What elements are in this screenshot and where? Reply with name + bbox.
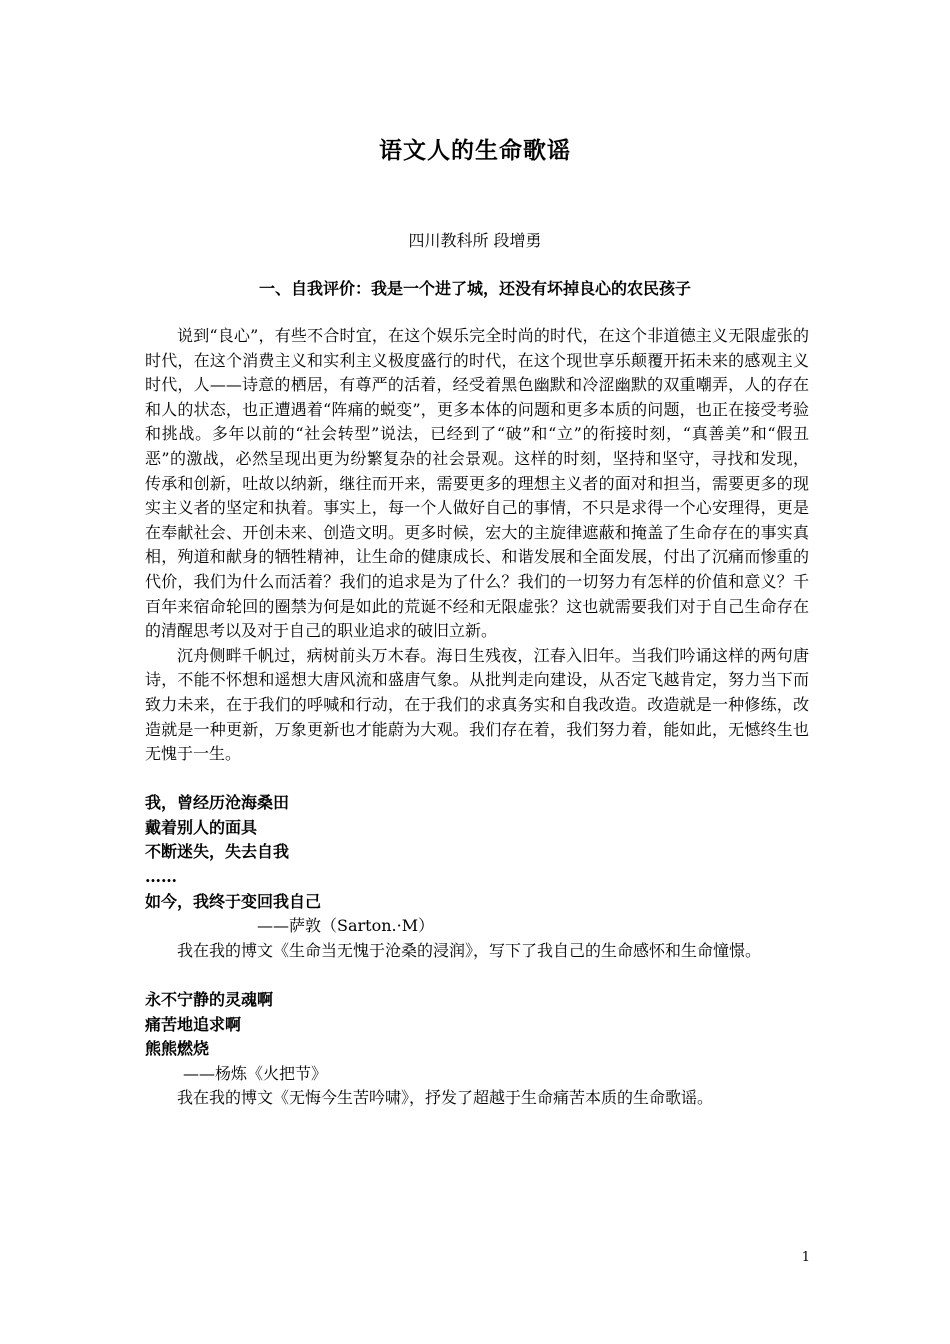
document-title: 语文人的生命歌谣 [379,137,571,164]
paragraph-2: 沉舟侧畔千帆过，病树前头万木春。海日生残夜，江春入旧年。当我们吟诵这样的两句唐诗，不能不怀想和遥想大唐风流和盛唐气象。从批判走向建设，从否定飞越肯定，努力当下而致力未来，在于我们的呼喊和行动，在于我们的求真务实和自我改造。改造就是一种修练，改造就是一种更新，万象更新也才能蔚为大观。我们存在着，我们努力着，能如此，无憾终生也无愧于一生。 [145,645,809,764]
poem-line: …… [145,867,177,887]
poem-line: 不断迷失，失去自我 [145,842,290,862]
document-body [145,324,809,1111]
poem-line: 永不宁静的灵魂啊 [145,990,274,1010]
spacer [145,767,809,792]
section-heading: 一、自我评价：我是一个进了城，还没有坏掉良心的农民孩子 [258,279,691,298]
paragraph-blog-1: 我在我的博文《生命当无愧于沧桑的浸润》，写下了我自己的生命感怀和生命憧憬。 [177,940,762,960]
poem-line: 我，曾经历沧海桑田 [145,793,290,813]
poem-attribution: ——杨炼《火把节》 [183,1063,328,1083]
poem-line: 如今，我终于变回我自己 [145,891,322,911]
poem-line: 痛苦地追求啊 [145,1014,242,1034]
poem-attribution: ——萨敦（Sarton.·M） [257,916,435,936]
poem-quote-2 [145,988,809,1086]
paragraph-1: 说到“良心”，有些不合时宜，在这个娱乐完全时尚的时代，在这个非道德主义无限虚张的时代，在这个消费主义和实利主义极度盛行的时代，在这个现世享乐颠覆开拓未来的感观主义时代，人——诗意的栖居，有尊严的活着，经受着黑色幽默和冷涩幽默的双重嘲弄，人的存在和人的状态，也正遭遇着“阵痛的蜕变”，更多本体的问题和更多本质的问题，也正在接受考验和挑战。多年以前的“社会转型”说法，已经到了“破”和“立”的衔接时刻，“真善美”和“假丑恶”的激战，必然呈现出更为纷繁复杂的社会景观。这样的时刻，坚持和坚守，寻找和发现，传承和创新，吐故以纳新，继往而开来，需要更多的理想主义者的面对和担当，需要更多的现实主义者的坚定和执着。事实上，每一个人做好自己的事情，不只是求得一个心安理得，更是在奉献社会、开创未来、创造文明。更多时候，宏大的主旋律遮蔽和掩盖了生命存在的事实真相，殉道和献身的牺牲精神，让生命的健康成长、和谐发展和全面发展，付出了沉痛而惨重的代价，我们为什么而活着？我们的追求是为了什么？我们的一切努力有怎样的价值和意义？千百年来宿命轮回的圈禁为何是如此的荒诞不经和无限虚张？这也就需要我们对于自己生命存在的清醒思考以及对于自己的职业追求的破旧立新。 [145,326,809,641]
author-line: 四川教科所 段增勇 [408,231,542,250]
page-number: 1 [801,1250,810,1265]
poem-quote-1 [145,791,809,939]
poem-line: 戴着别人的面具 [145,817,258,837]
paragraph-blog-2: 我在我的博文《无悔今生苦吟啸》，抒发了超越于生命痛苦本质的生命歌谣。 [177,1088,714,1108]
spacer [145,963,809,988]
poem-line: 熊熊燃烧 [145,1039,210,1059]
